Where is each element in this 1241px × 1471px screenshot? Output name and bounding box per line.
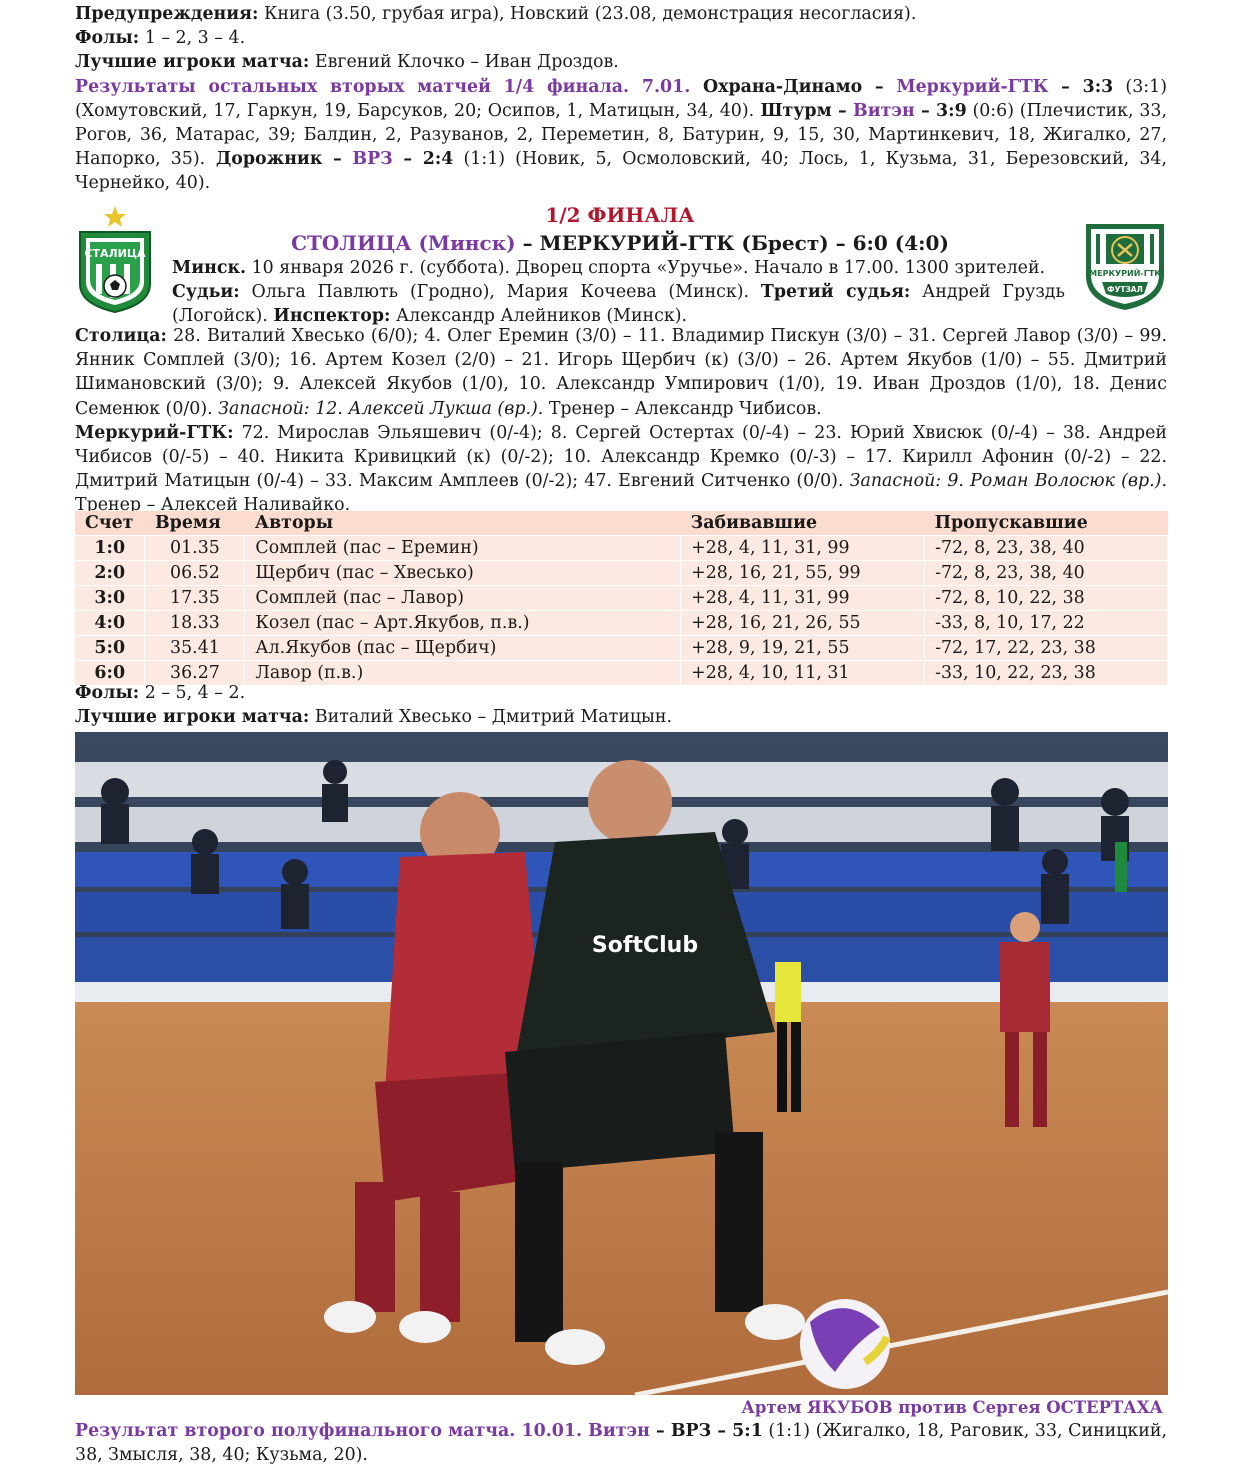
away-substitute: Запасной: 9. Роман Волосюк (вр.). [849,471,1167,492]
inspector-text: Александр Алейников (Минск). [390,306,688,327]
goal-minus: -72, 17, 22, 23, 38 [925,636,1168,661]
goals-table [75,511,1168,685]
match-best-label: Лучшие игроки матча: [75,707,310,728]
match2-home: Штурм – [754,100,854,121]
home-logo-text: СТАЛИЦА [84,247,146,260]
goal-plus: +28, 9, 19, 21, 55 [681,636,925,661]
table-row [75,536,1168,561]
lineups-block [75,324,1167,518]
goal-time: 17.35 [145,586,245,611]
match3-score: – 2:4 [392,149,454,170]
match1-away: Меркурий-ГТК [896,76,1049,97]
match1-details: (3:1) (Хомутовский, 17, Гаркун, 19, Барсуков, 20; Осипов, 1, Матицын, 34, 40). [75,76,1167,121]
goal-score: 1:0 [75,536,145,561]
best-players-label: Лучшие игроки матча: [75,52,310,73]
goal-minus: -72, 8, 23, 38, 40 [925,561,1168,586]
other-results-heading: Результаты остальных вторых матчей 1/4 финала. 7.01. [75,76,691,97]
referees-label: Судьи: [172,282,240,303]
goal-author: Сомплей (пас – Еремин) [245,536,681,561]
away-logo-text: МЕРКУРИЙ-ГТК [1089,269,1161,278]
inspector-label: Инспектор: [273,306,391,327]
second-semi-heading: Результат второго полуфинального матча. 10.01. [75,1421,583,1441]
goal-author: Щербич (пас – Хвесько) [245,561,681,586]
warnings-line [75,2,1167,26]
other-results-paragraph [75,75,1167,196]
goal-minus: -72, 8, 10, 22, 38 [925,586,1168,611]
away-logo-sub: ФУТЗАЛ [1107,285,1143,294]
fouls-line [75,26,1167,50]
goal-score: 6:0 [75,661,145,686]
match-info-text: 10 января 2026 г. (суббота). Дворец спорта «Уручье». Начало в 17.00. 1300 зрителей. [246,258,1046,278]
third-referee-label: Третий судья: [760,282,911,303]
away-lineup-label: Меркурий-ГТК: [75,422,234,443]
match3-details: (1:1) (Новик, 5, Осмоловский, 40; Лось, 1, Кузьма, 31, Березовский, 34, Чернейко, 40). [75,149,1167,194]
third-referee-text: Андрей Груздь (Логойск). [172,282,1065,327]
match-title [170,229,1070,257]
home-lineup [75,324,1167,421]
second-semi-score: – ВРЗ – 5:1 [649,1421,763,1441]
header-authors: Авторы [254,513,334,533]
match-best-line [75,705,1167,729]
match-info [172,256,1065,329]
home-lineup-text: 28. Виталий Хвесько (6/0); 4. Олег Еремин (3/0) – 11. Владимир Пискун (3/0) – 31. Сергей Лавор (3/0) – 99. Янник Сомплей (3/0); 16. Артем Козел (2/0) – 21. Игорь Щербич (к) (3/0) – 26. Артем Якубов (1/0) – 55. Дмитрий Шимановский (3/0); 9. Алексей Якубов (1/0), 10. Александр Умпирович (1/0), 19. Иван Дроздов (1/0), 18. Денис Семенюк (0/0). [75,326,1167,419]
referees-text: Ольга Павлють (Гродно), Мария Кочеева (Минск). [239,282,761,303]
goal-plus: +28, 4, 11, 31, 99 [681,586,925,611]
header-score: Счет [85,513,134,533]
goal-plus: +28, 16, 21, 55, 99 [681,561,925,586]
best-players-text: Евгений Клочко – Иван Дроздов. [309,52,619,73]
goal-plus: +28, 4, 10, 11, 31 [681,661,925,686]
goal-minus: -33, 8, 10, 17, 22 [925,611,1168,636]
warnings-text: Книга (3.50, грубая игра), Новский (23.08, демонстрация несогласия). [258,4,917,24]
away-lineup [75,421,1167,518]
goal-author: Ал.Якубов (пас – Щербич) [245,636,681,661]
match3-home: Дорожник – [205,149,353,170]
after-table-info [75,681,1167,729]
goals-table-wrapper [75,511,1168,685]
table-row [75,586,1168,611]
away-coach: Тренер – Алексей Наливайко. [75,495,351,516]
goal-score: 4:0 [75,611,145,636]
match2-score: – 3:9 [914,100,967,121]
goal-score: 5:0 [75,636,145,661]
goal-author: Лавор (п.в.) [245,661,681,686]
match-city: Минск. [172,258,247,278]
match-away-and-score: – МЕРКУРИЙ-ГТК (Брест) – 6:0 (4:0) [515,231,949,255]
table-row [75,636,1168,661]
second-semi-details: (1:1) (Жигалко, 18, Раговик, 33, Синицкий, 38, Змысля, 38, 40; Кузьма, 20). [75,1421,1167,1466]
home-coach: Тренер – Александр Чибисов. [543,398,822,419]
goal-score: 3:0 [75,586,145,611]
match3-away: ВРЗ [352,149,393,170]
match1-score: – 3:3 [1048,76,1114,97]
table-row [75,561,1168,586]
merkury-gtk-logo [1082,220,1168,312]
goals-table-header [75,511,1168,536]
stolitsa-logo [74,204,156,314]
shirt-sponsor-text: SoftClub [591,933,699,958]
goal-author: Сомплей (пас – Лавор) [245,586,681,611]
match2-away: Витэн [853,100,915,121]
match-photo [75,732,1168,1395]
header-conceded-on: Пропускавшие [934,513,1088,533]
goal-score: 2:0 [75,561,145,586]
table-row [75,611,1168,636]
warnings-label: Предупреждения: [75,4,259,24]
second-semi-home: Витэн [582,1421,650,1441]
goal-author: Козел (пас – Арт.Якубов, п.в.) [245,611,681,636]
match-home-team: СТОЛИЦА (Минск) [291,231,516,255]
home-substitute: Запасной: 12. Алексей Лукша (вр.). [218,398,544,419]
match-header [170,201,1070,257]
photo-caption: Артем ЯКУБОВ против Сергея ОСТЕРТАХА [741,1398,1163,1417]
goal-time: 01.35 [145,536,245,561]
goal-plus: +28, 4, 11, 31, 99 [681,536,925,561]
header-scorers-on: Забивавшие [690,513,818,533]
fouls-text: 1 – 2, 3 – 4. [139,28,246,49]
match1-home: Охрана-Динамо – [690,76,897,97]
header-time: Время [154,513,221,533]
previous-match-block [75,2,1167,196]
match-fouls-line [75,681,1167,705]
goal-time: 36.27 [145,661,245,686]
stage-title: 1/2 ФИНАЛА [545,203,695,227]
second-semifinal [75,1419,1167,1467]
match-fouls-text: 2 – 5, 4 – 2. [139,683,246,703]
match-fouls-label: Фолы: [75,683,140,703]
best-players-line [75,50,1167,74]
fouls-label: Фолы: [75,28,140,49]
home-lineup-label: Столица: [75,326,167,346]
away-lineup-text: 72. Мирослав Эльяшевич (0/-4); 8. Сергей Остертах (0/-4) – 23. Юрий Хвисюк (0/-4) – 38. Андрей Чибисов (0/-5) – 40. Никита Кривицкий (к) (0/-2); 10. Александр Кремко (0/-3) – 17. Кирилл Афонин (0/-2) – 22. Дмитрий Матицын (0/-4) – 33. Максим Амплеев (0/-2); 47. Евгений Ситченко (0/0). [75,422,1167,492]
goal-plus: +28, 16, 21, 26, 55 [681,611,925,636]
goal-time: 35.41 [145,636,245,661]
goal-minus: -33, 10, 22, 23, 38 [925,661,1168,686]
goal-time: 18.33 [145,611,245,636]
match2-details: (0:6) (Плечистик, 33, Рогов, 36, Матарас, 39; Балдин, 2, Разуванов, 2, Переметин, 8, Батурин, 9, 15, 30, Мартинкевич, 18, Жигалко, 27, Напорко, 35). [75,100,1167,170]
goal-time: 06.52 [145,561,245,586]
match-best-text: Виталий Хвесько – Дмитрий Матицын. [309,707,672,728]
goal-minus: -72, 8, 23, 38, 40 [925,536,1168,561]
